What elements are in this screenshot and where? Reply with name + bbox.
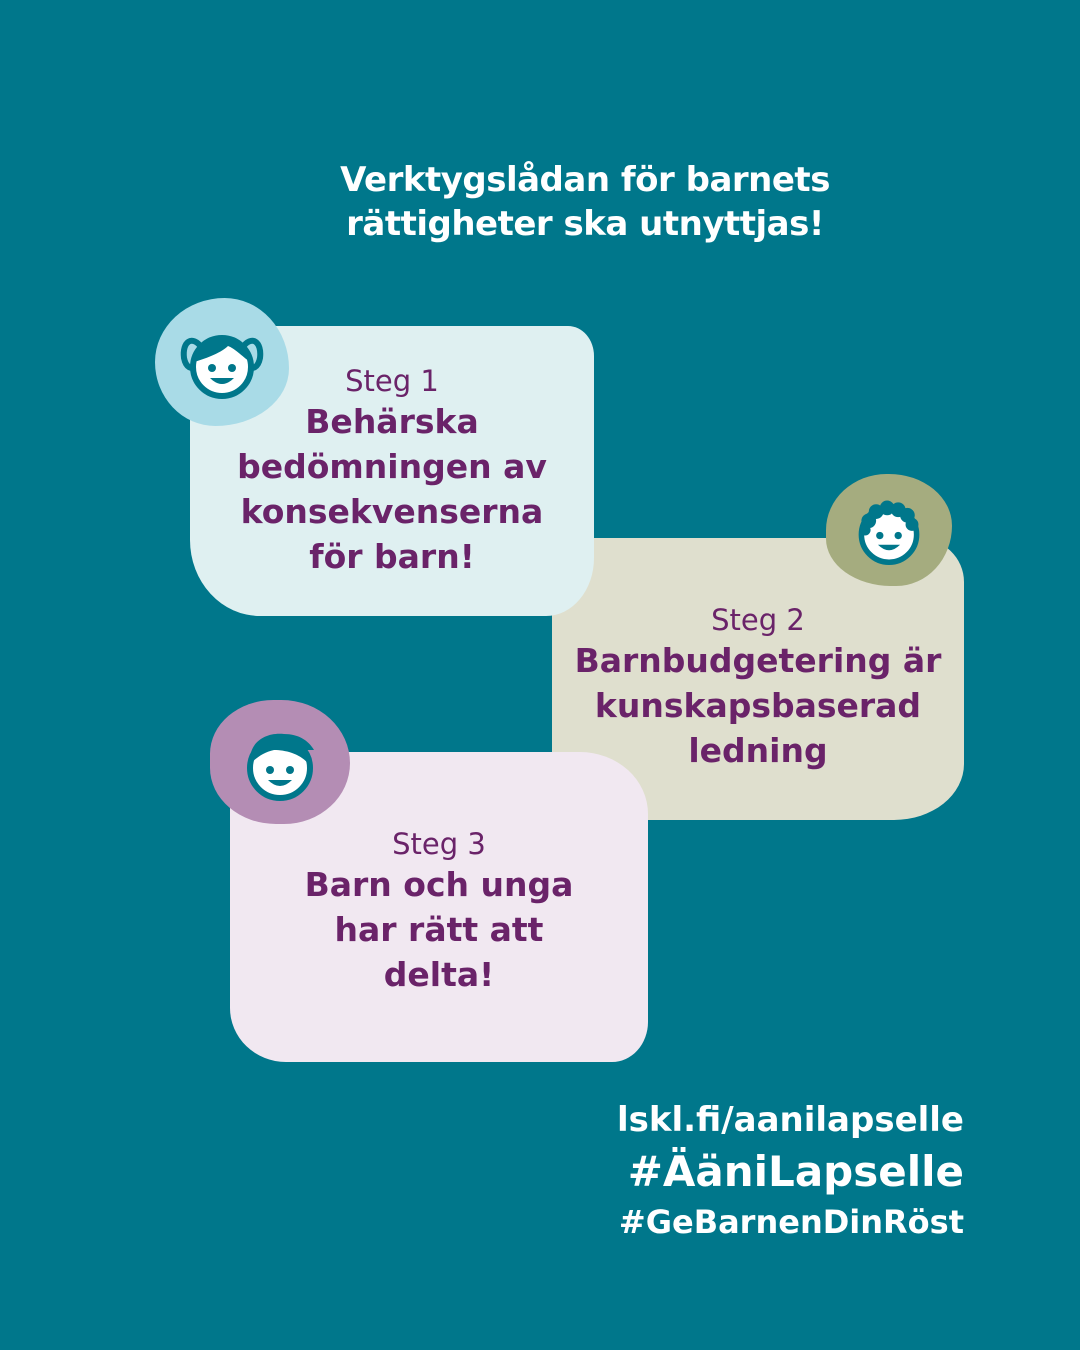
title-line-2: rättigheter ska utnyttjas! (346, 204, 824, 244)
step-1-text (237, 399, 547, 579)
step-3-line: Barn och unga (304, 864, 574, 904)
step-1-line: för barn! (309, 537, 475, 576)
website-link[interactable]: lskl.fi/aanilapselle (616, 1100, 964, 1140)
step-2-label: Steg 2 (711, 602, 805, 637)
step-2-text (575, 638, 942, 773)
curly-hair-child-face-icon (843, 484, 935, 576)
step-1-line: bedömningen av (237, 447, 547, 486)
step-1-line: Behärska (305, 402, 479, 441)
boy-face-icon (230, 712, 330, 812)
step-1-line: konsekvenserna (240, 492, 544, 531)
step-3-line: har rätt att (334, 909, 544, 949)
girl-face-icon (172, 312, 272, 412)
step-3-label: Steg 3 (392, 826, 486, 861)
step-1-label: Steg 1 (345, 364, 439, 398)
step-3-line: delta! (383, 954, 495, 994)
step-3-avatar (210, 700, 350, 824)
step-2-avatar (826, 474, 952, 586)
title-line-1: Verktygslådan för barnets (340, 160, 830, 200)
step-3-text (305, 862, 574, 997)
step-1-avatar (155, 298, 289, 426)
step-2-line: kunskapsbaserad (594, 685, 922, 725)
step-2-line: Barnbudgetering är (574, 640, 942, 680)
step-2-line: ledning (688, 730, 828, 770)
page-title (200, 158, 970, 246)
hashtag-swedish: #GeBarnenDinRöst (618, 1203, 964, 1241)
hashtag-finnish: #ÄäniLapselle (627, 1147, 964, 1196)
